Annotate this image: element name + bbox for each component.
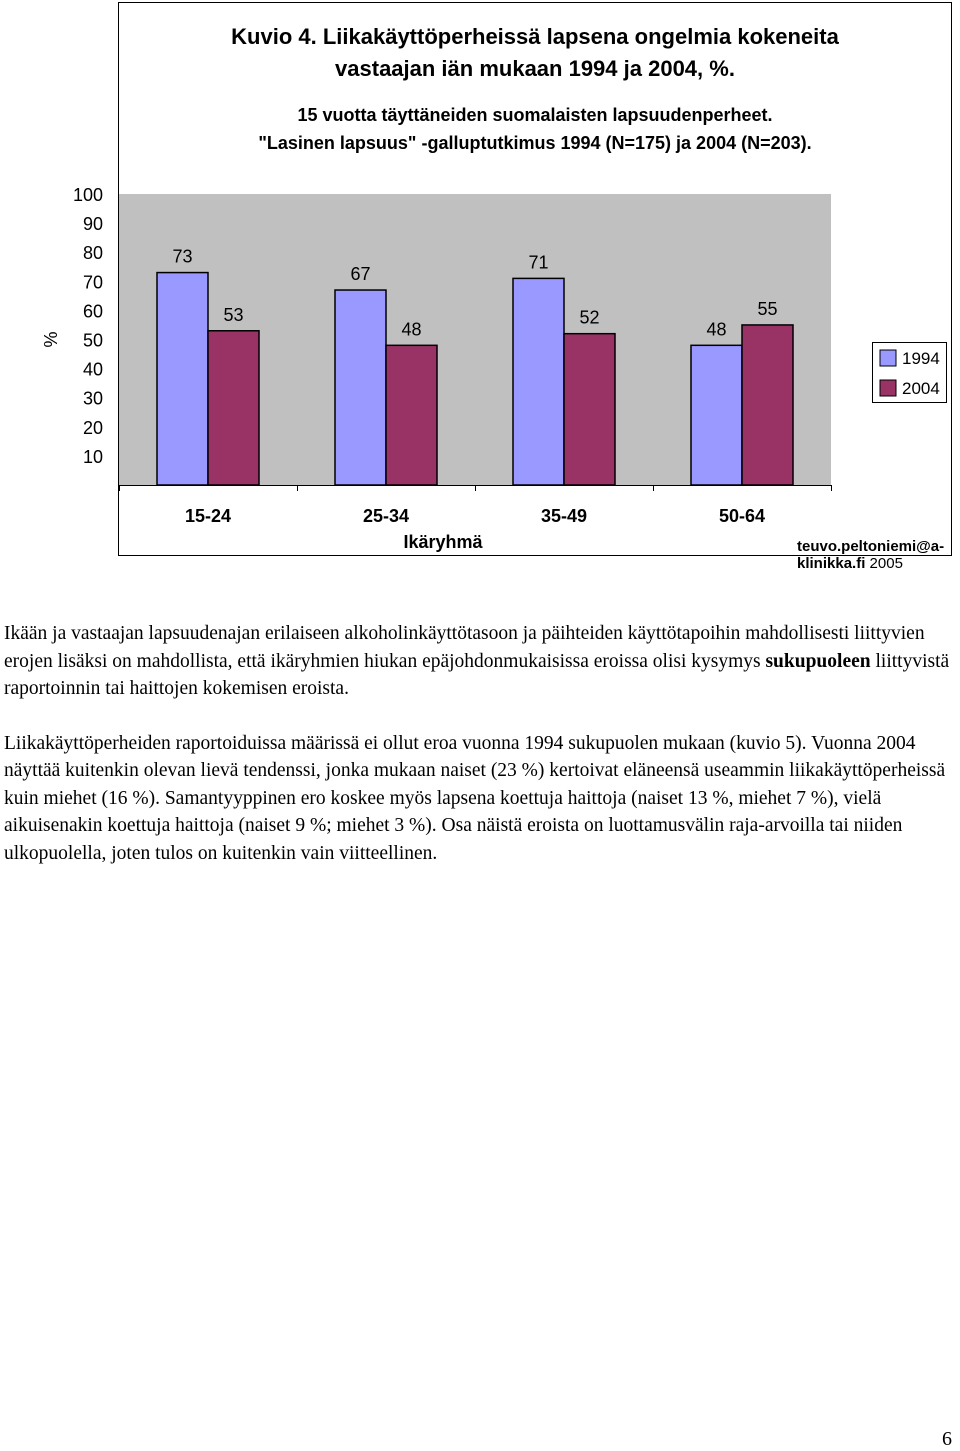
credit-email: teuvo.peltoniemi@a-klinikka.fi <box>797 538 945 572</box>
paragraph-2: Liikakäyttöperheiden raportoiduissa määrissä ei ollut eroa vuonna 1994 sukupuolen mukaan (kuvio 5). Vuonna 2004 näyttää kuitenkin olevan lievä tendenssi, jonka mukaan naiset (23 %) kertoivat eläneensä useammin liikakäyttöperheissä kuin miehet (16 %). Samantyyppinen ero koskee myös lapsena koettuja haittoja (naiset 13 %, miehet 7 %), vielä aikuisenakin koettuja haittoja (naiset 9 %; miehet 3 %). Osa näistä eroista on luottamusvälin raja-arvoilla tai niiden ulkopuolella, joten tulos on kuitenkin vain viitteellinen. <box>4 732 946 864</box>
x-tick-label: 50-64 <box>718 506 766 526</box>
chart-title-line-2: vastaajan iän mukaan 1994 ja 2004, %. <box>335 56 735 81</box>
body-text <box>4 620 956 894</box>
paragraph-1 <box>4 620 956 703</box>
bar-2004-35-49 <box>564 334 615 485</box>
chart-title-line-1: Kuvio 4. Liikakäyttöperheissä lapsena ongelmia kokeneita <box>231 24 839 49</box>
legend-swatch-2004 <box>880 380 896 396</box>
credit-line <box>797 538 951 572</box>
credit-year: 2005 <box>869 555 903 572</box>
y-tick-label: 20 <box>82 417 103 438</box>
data-label: 67 <box>350 264 371 285</box>
y-tick-label: 80 <box>82 243 103 264</box>
x-axis-label: Ikäryhmä <box>403 532 483 552</box>
bar-chart <box>41 3 951 555</box>
y-tick-label: 90 <box>82 214 103 235</box>
paragraph-1-text-b: liittyvistä raportoinnin tai haittojen kokemisen eroista. <box>4 650 950 699</box>
y-tick-label: 100 <box>72 185 103 205</box>
bar-1994-25-34 <box>335 290 386 485</box>
bar-2004-50-64 <box>742 325 793 485</box>
data-label: 48 <box>706 319 727 340</box>
paragraph-1-text-a: Ikään ja vastaajan lapsuudenajan erilaiseen alkoholinkäyttötasoon ja päihteiden käyttötapoihin mahdollisesti liittyvien erojen lisäksi on mahdollista, että ikäryhmien hiukan epäjohdonmukaisissa eroissa olisi kysymys <box>4 623 925 672</box>
chart-frame <box>41 2 952 572</box>
paragraph-1-bold: sukupuoleen <box>765 650 871 672</box>
y-tick-label: 60 <box>82 301 103 322</box>
y-tick-label: 50 <box>82 330 103 351</box>
data-label: 73 <box>172 246 193 267</box>
legend-swatch-1994 <box>880 350 896 366</box>
y-tick-label: 70 <box>82 272 103 293</box>
y-tick-label: 30 <box>82 388 103 409</box>
chart-subtitle-line-1: 15 vuotta täyttäneiden suomalaisten lapsuudenperheet. <box>297 105 773 125</box>
legend-label-2004: 2004 <box>902 379 940 398</box>
bar-1994-50-64 <box>691 345 742 485</box>
bar-2004-25-34 <box>386 345 437 485</box>
chart-subtitle-line-2: "Lasinen lapsuus" -galluptutkimus 1994 (N=175) ja 2004 (N=203). <box>258 133 812 153</box>
data-label: 48 <box>401 319 422 340</box>
data-label: 53 <box>223 304 244 325</box>
data-label: 71 <box>528 252 549 273</box>
bar-1994-15-24 <box>157 273 208 485</box>
x-tick-label: 15-24 <box>184 506 232 526</box>
bar-1994-35-49 <box>513 278 564 485</box>
bar-2004-15-24 <box>208 331 259 485</box>
y-tick-label: 40 <box>82 359 103 380</box>
x-tick-label: 35-49 <box>540 506 588 526</box>
data-label: 52 <box>579 307 600 328</box>
y-axis-label: % <box>41 331 61 348</box>
page-number: 6 <box>942 1428 952 1450</box>
x-tick-label: 25-34 <box>362 506 410 526</box>
legend-label-1994: 1994 <box>902 349 940 368</box>
data-label: 55 <box>757 298 778 319</box>
y-tick-label: 10 <box>82 446 103 467</box>
